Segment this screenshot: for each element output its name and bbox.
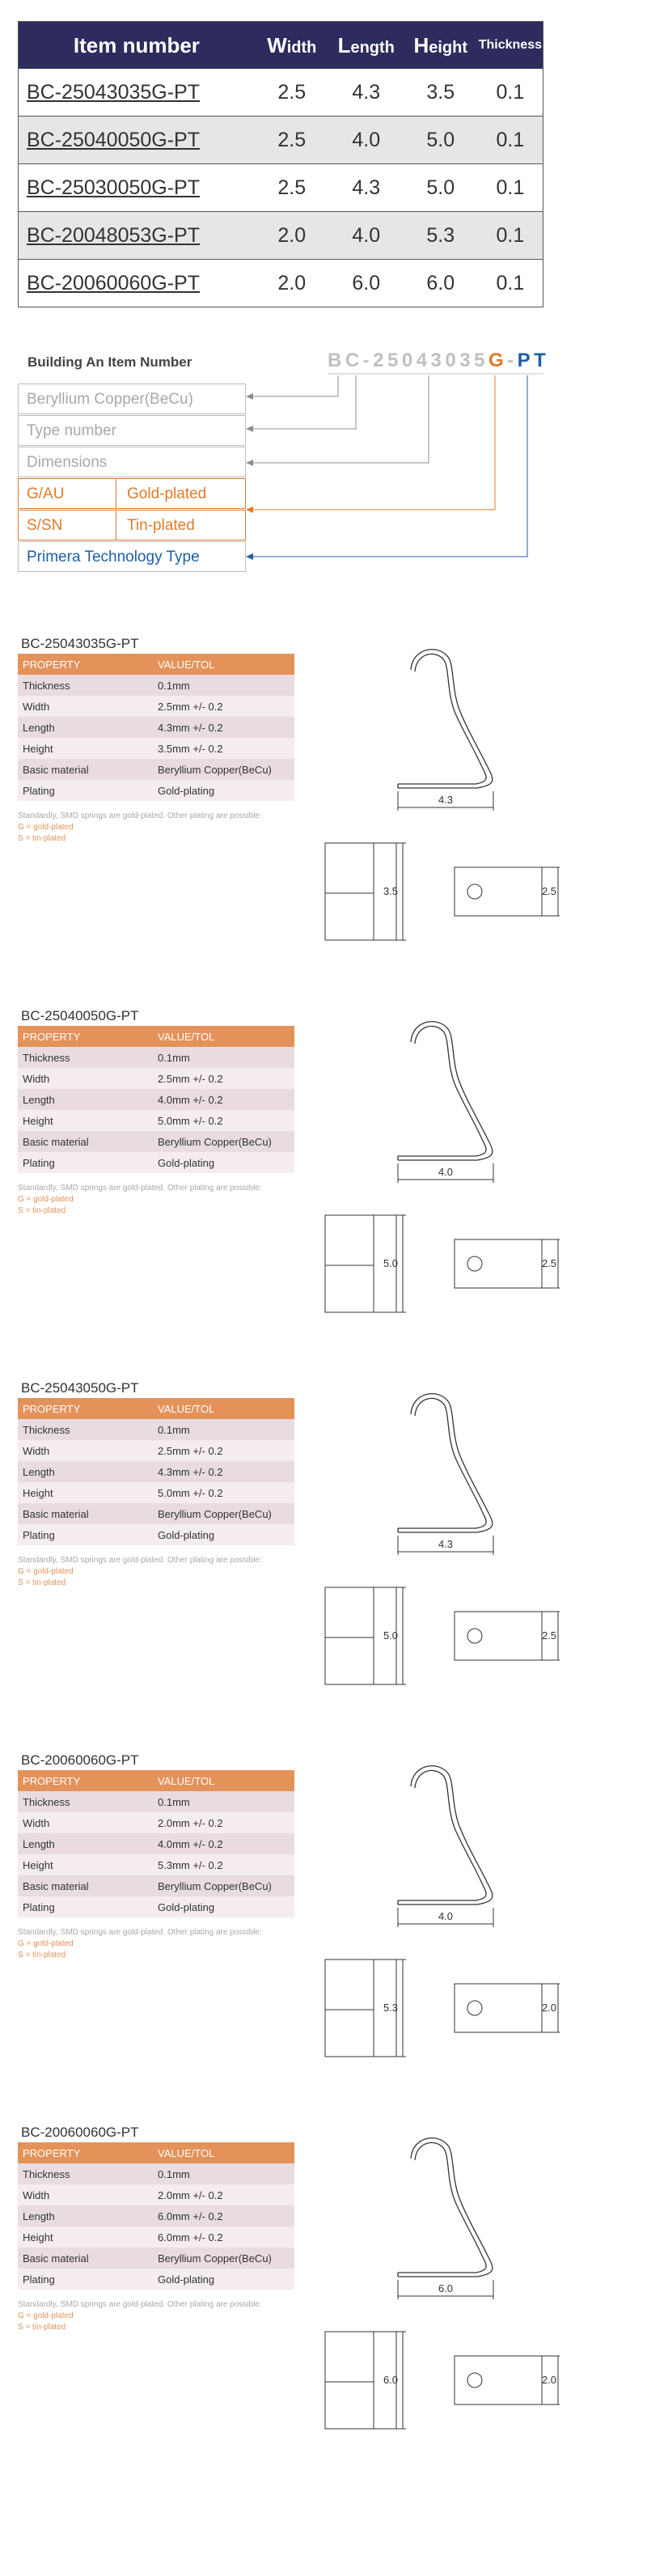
spec-label: Thickness <box>18 675 153 696</box>
spec-value: 2.5mm +/- 0.2 <box>153 1068 294 1089</box>
spec-label: Height <box>18 738 153 759</box>
cell-length: 4.3 <box>329 69 404 117</box>
header-thickness: Thickness <box>478 22 543 70</box>
connector-plating <box>252 375 495 510</box>
spec-value: 3.5mm +/- 0.2 <box>153 738 294 759</box>
spec-value: Gold-plating <box>153 1152 294 1173</box>
dim-height-label: 5.0 <box>383 1257 399 1269</box>
note-line-1: Standardly, SMD springs are gold-plated. Other plating are possible: <box>18 1928 262 1937</box>
cell-length: 6.0 <box>329 260 404 307</box>
note-line-2: G = gold-plated <box>18 1939 74 1948</box>
spec-value: 5.0mm +/- 0.2 <box>153 1110 294 1131</box>
spec-label: Width <box>18 2184 153 2205</box>
spec-value: 4.3mm +/- 0.2 <box>153 717 294 738</box>
cell-height: 5.0 <box>404 117 478 164</box>
connector-dimensions <box>252 375 429 463</box>
box-primera: Primera Technology Type <box>18 541 246 572</box>
product-title: BC-20060060G-PT <box>21 2125 139 2140</box>
spec-label: Height <box>18 2226 153 2248</box>
product-section <box>18 2125 632 2481</box>
cell-length: 4.0 <box>329 212 404 260</box>
spec-label: Width <box>18 696 153 717</box>
pattern-dash: - <box>507 350 518 371</box>
spec-header-property: PROPERTY <box>18 2142 153 2163</box>
box-material: Beryllium Copper(BeCu) <box>18 383 246 414</box>
spec-value: 0.1mm <box>153 1047 294 1068</box>
spec-label: Width <box>18 1440 153 1461</box>
spring-drawing <box>18 636 632 992</box>
item-code-link[interactable]: BC-20060060G-PT <box>19 260 255 307</box>
cell-thickness: 0.1 <box>478 117 543 164</box>
dim-height-label: 3.5 <box>383 885 399 897</box>
spec-value: Gold-plating <box>153 2269 294 2290</box>
header-height-cap: H <box>413 32 429 57</box>
note-line-3: S = tin-plated <box>18 2323 66 2332</box>
spec-header-value: VALUE/TOL <box>153 1770 294 1791</box>
spec-label: Width <box>18 1068 153 1089</box>
product-title: BC-25040050G-PT <box>21 1008 139 1023</box>
item-code-link[interactable]: BC-25040050G-PT <box>19 117 255 164</box>
dim-length-label: 4.3 <box>438 794 454 806</box>
cell-length: 4.3 <box>329 164 404 212</box>
arrow-material-icon <box>246 393 253 400</box>
header-height-rest: eight <box>429 38 468 57</box>
spec-label: Height <box>18 1482 153 1503</box>
spring-side-profile <box>398 1766 493 1904</box>
dim-length-label: 6.0 <box>438 2282 454 2294</box>
item-code-link[interactable]: BC-25043035G-PT <box>19 69 255 117</box>
header-item-number: Item number <box>19 22 255 70</box>
pattern-base: BC-25043035 <box>328 350 488 371</box>
spec-label: Thickness <box>18 1047 153 1068</box>
spec-label: Basic material <box>18 759 153 780</box>
spec-label: Plating <box>18 1152 153 1173</box>
box-dimensions: Dimensions <box>18 447 246 477</box>
item-code-link[interactable]: BC-20048053G-PT <box>19 212 255 260</box>
cell-width: 2.0 <box>255 212 329 260</box>
spec-header-value: VALUE/TOL <box>153 654 294 675</box>
cell-length: 4.0 <box>329 117 404 164</box>
note-line-3: S = tin-plated <box>18 1578 66 1587</box>
spec-label: Plating <box>18 2269 153 2290</box>
connector-primera <box>252 375 527 557</box>
gold-code: G/AU <box>27 485 65 502</box>
spring-drawing <box>18 1380 632 1736</box>
spec-value: Beryllium Copper(BeCu) <box>153 1503 294 1524</box>
arrow-plating-icon <box>246 506 253 513</box>
spec-value: Beryllium Copper(BeCu) <box>153 2248 294 2269</box>
cell-height: 5.0 <box>404 164 478 212</box>
spec-label: Basic material <box>18 1503 153 1524</box>
note-line-1: Standardly, SMD springs are gold-plated. Other plating are possible: <box>18 1556 262 1565</box>
spec-header-value: VALUE/TOL <box>153 1026 294 1047</box>
tin-code: S/SN <box>27 517 63 534</box>
note-line-3: S = tin-plated <box>18 834 66 843</box>
dim-width-label: 2.5 <box>541 1629 557 1642</box>
header-width-cap: W <box>267 32 287 57</box>
dim-height-label: 5.3 <box>383 2002 399 2014</box>
arrow-type-icon <box>246 426 253 432</box>
cell-thickness: 0.1 <box>478 69 543 117</box>
product-title: BC-25043050G-PT <box>21 1380 139 1396</box>
spec-label: Length <box>18 1089 153 1110</box>
spec-value: Gold-plating <box>153 1524 294 1545</box>
product-section <box>18 1008 632 1364</box>
spec-value: 5.3mm +/- 0.2 <box>153 1854 294 1875</box>
spec-header-value: VALUE/TOL <box>153 1398 294 1419</box>
spec-value: Beryllium Copper(BeCu) <box>153 1131 294 1152</box>
spec-label: Length <box>18 1461 153 1482</box>
product-title: BC-25043035G-PT <box>21 636 139 651</box>
dim-width-label: 2.5 <box>541 1257 557 1269</box>
header-width-rest: idth <box>286 38 317 57</box>
spec-value: 6.0mm +/- 0.2 <box>153 2226 294 2248</box>
cell-width: 2.0 <box>255 260 329 307</box>
spring-side-profile <box>398 650 493 788</box>
spring-drawing <box>18 2125 632 2481</box>
spec-label: Basic material <box>18 1875 153 1896</box>
arrow-primera-icon <box>246 553 253 560</box>
box-type-number: Type number <box>18 415 246 446</box>
spec-label: Length <box>18 2205 153 2226</box>
product-title: BC-20060060G-PT <box>21 1752 139 1768</box>
spec-value: 0.1mm <box>153 1791 294 1812</box>
spec-header-value: VALUE/TOL <box>153 2142 294 2163</box>
dim-length-label: 4.3 <box>438 1538 454 1550</box>
spec-label: Thickness <box>18 1791 153 1812</box>
spring-side-profile <box>398 2138 493 2277</box>
pattern-type: PT <box>517 350 550 371</box>
spec-value: 0.1mm <box>153 675 294 696</box>
connector-type <box>252 375 356 429</box>
cell-thickness: 0.1 <box>478 260 543 307</box>
product-section <box>18 1380 632 1736</box>
gold-label: Gold-plated <box>127 485 207 502</box>
header-length-cap: L <box>337 32 351 57</box>
spec-value: Beryllium Copper(BeCu) <box>153 759 294 780</box>
spring-drawing <box>18 1008 632 1364</box>
spec-value: 0.1mm <box>153 2163 294 2184</box>
spec-label: Plating <box>18 1524 153 1545</box>
spec-label: Thickness <box>18 2163 153 2184</box>
connector-material <box>252 375 338 396</box>
spec-header-property: PROPERTY <box>18 1026 153 1047</box>
spec-value: 2.5mm +/- 0.2 <box>153 1440 294 1461</box>
spec-label: Length <box>18 1833 153 1854</box>
spec-header-property: PROPERTY <box>18 1770 153 1791</box>
spec-label: Basic material <box>18 1131 153 1152</box>
item-code-link[interactable]: BC-25030050G-PT <box>19 164 255 212</box>
spring-side-profile <box>398 1022 493 1160</box>
spec-value: 0.1mm <box>153 1419 294 1440</box>
dim-height-label: 6.0 <box>383 2374 399 2386</box>
cell-height: 6.0 <box>404 260 478 307</box>
spec-value: 4.3mm +/- 0.2 <box>153 1461 294 1482</box>
spec-value: 2.0mm +/- 0.2 <box>153 2184 294 2205</box>
spec-label: Basic material <box>18 2248 153 2269</box>
note-line-2: G = gold-plated <box>18 823 74 832</box>
spring-side-profile <box>398 1394 493 1532</box>
spec-value: Beryllium Copper(BeCu) <box>153 1875 294 1896</box>
note-line-1: Standardly, SMD springs are gold-plated. Other plating are possible: <box>18 2300 262 2309</box>
spring-drawing <box>18 1752 632 2108</box>
header-length-rest: ength <box>350 38 395 57</box>
dim-width-label: 2.0 <box>541 2002 557 2014</box>
spec-label: Plating <box>18 780 153 801</box>
dim-height-label: 5.0 <box>383 1629 399 1642</box>
arrow-dimensions-icon <box>246 460 253 466</box>
spec-value: 6.0mm +/- 0.2 <box>153 2205 294 2226</box>
building-title: Building An Item Number <box>27 354 192 370</box>
note-line-2: G = gold-plated <box>18 1195 74 1204</box>
dim-width-label: 2.5 <box>541 885 557 897</box>
spec-value: Gold-plating <box>153 1896 294 1917</box>
spec-value: 2.5mm +/- 0.2 <box>153 696 294 717</box>
cell-width: 2.5 <box>255 164 329 212</box>
dim-length-label: 4.0 <box>438 1910 454 1922</box>
cell-height: 3.5 <box>404 69 478 117</box>
spec-value: 4.0mm +/- 0.2 <box>153 1833 294 1854</box>
note-line-3: S = tin-plated <box>18 1206 66 1215</box>
tin-label: Tin-plated <box>127 517 195 534</box>
cell-width: 2.5 <box>255 69 329 117</box>
spec-label: Thickness <box>18 1419 153 1440</box>
spec-label: Height <box>18 1854 153 1875</box>
dim-width-label: 2.0 <box>541 2374 557 2386</box>
spec-value: Gold-plating <box>153 780 294 801</box>
dim-length-label: 4.0 <box>438 1166 454 1178</box>
spec-value: 5.0mm +/- 0.2 <box>153 1482 294 1503</box>
product-section <box>18 636 632 992</box>
box-gold <box>18 478 246 509</box>
cell-thickness: 0.1 <box>478 164 543 212</box>
spec-value: 4.0mm +/- 0.2 <box>153 1089 294 1110</box>
spec-label: Height <box>18 1110 153 1131</box>
note-line-2: G = gold-plated <box>18 2311 74 2320</box>
cell-width: 2.5 <box>255 117 329 164</box>
note-line-2: G = gold-plated <box>18 1567 74 1576</box>
spec-value: 2.0mm +/- 0.2 <box>153 1812 294 1833</box>
spec-label: Plating <box>18 1896 153 1917</box>
product-section <box>18 1752 632 2108</box>
spec-header-property: PROPERTY <box>18 654 153 675</box>
cell-thickness: 0.1 <box>478 212 543 260</box>
cell-height: 5.3 <box>404 212 478 260</box>
note-line-1: Standardly, SMD springs are gold-plated. Other plating are possible: <box>18 1184 262 1193</box>
note-line-1: Standardly, SMD springs are gold-plated. Other plating are possible: <box>18 811 262 820</box>
pattern-plating: G <box>488 350 508 371</box>
spec-label: Length <box>18 717 153 738</box>
box-tin <box>18 510 246 540</box>
note-line-3: S = tin-plated <box>18 1951 66 1960</box>
spec-header-property: PROPERTY <box>18 1398 153 1419</box>
spec-label: Width <box>18 1812 153 1833</box>
